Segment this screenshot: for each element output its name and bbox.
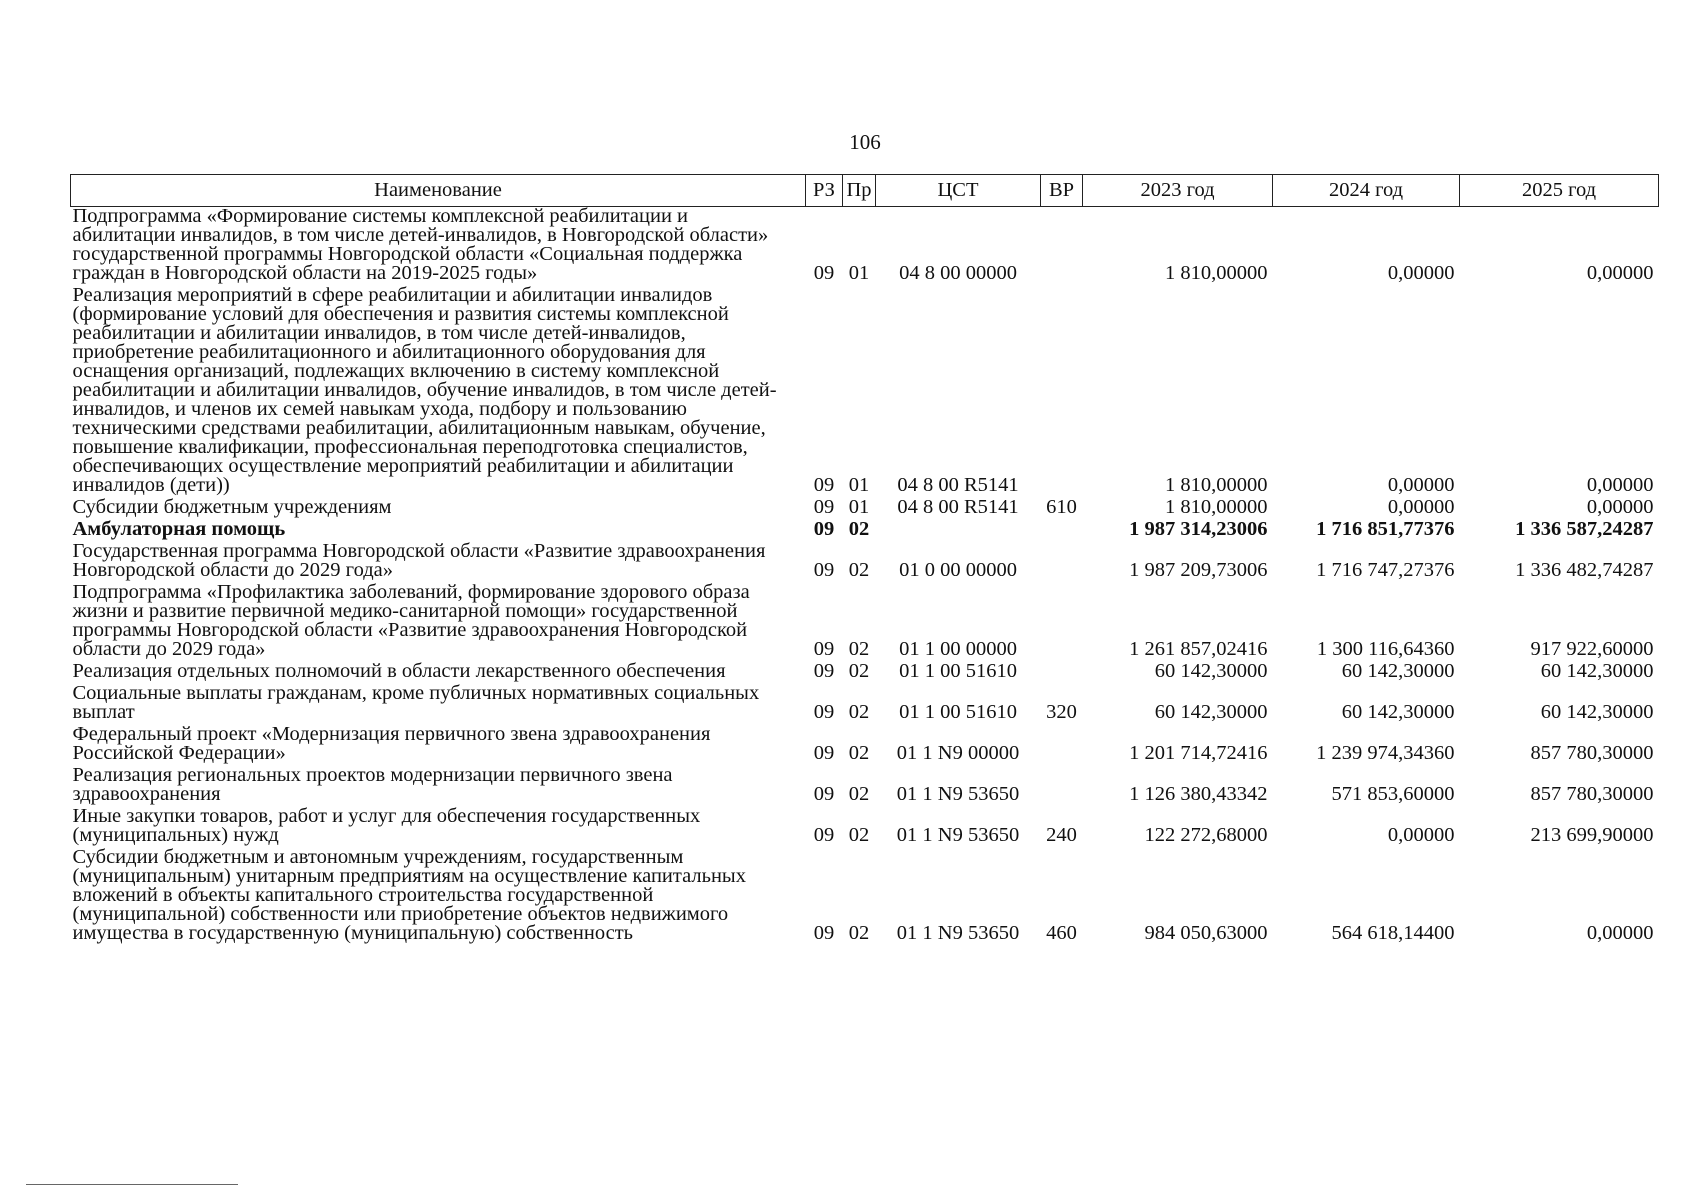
row-vr <box>1041 207 1083 287</box>
table-row <box>71 583 1659 662</box>
row-rz: 09 <box>813 559 835 581</box>
row-name: Государственная программа Новгородской области «Развитие здравоохранения Новгородской области до 2029 года» <box>72 540 766 581</box>
row-2025: 0,00000 <box>1586 474 1654 496</box>
row-cst: 01 1 00 00000 <box>899 638 1017 660</box>
row-2024: 1 239 974,34360 <box>1316 742 1455 764</box>
row-pr: 02 <box>848 742 870 764</box>
row-name: Подпрограмма «Профилактика заболеваний, формирование здорового образа жизни и развитие первичной медико-санитарной помощи» государственной программы Новгородской области «Развитие здравоохранения Новгородской области до 2029 года» <box>72 581 750 660</box>
row-rz: 09 <box>813 742 835 764</box>
row-2024: 0,00000 <box>1387 474 1455 496</box>
row-vr: 320 <box>1046 701 1077 723</box>
row-cst: 04 8 00 00000 <box>899 262 1017 284</box>
row-cst <box>876 520 1041 542</box>
page-number: 106 <box>849 130 881 154</box>
row-2025: 857 780,30000 <box>1530 742 1654 764</box>
row-name: Амбулаторная помощь <box>72 518 286 540</box>
row-name: Субсидии бюджетным учреждениям <box>72 496 392 518</box>
header-vr: ВР <box>1041 175 1083 207</box>
table-row <box>71 498 1659 520</box>
table-row <box>71 662 1659 684</box>
row-name: Иные закупки товаров, работ и услуг для обеспечения государственных (муниципальных) нужд <box>72 805 701 846</box>
row-2024: 60 142,30000 <box>1341 701 1455 723</box>
row-2023: 122 272,68000 <box>1144 824 1268 846</box>
row-2023: 1 201 714,72416 <box>1129 742 1268 764</box>
row-2023: 60 142,30000 <box>1154 701 1268 723</box>
row-rz: 09 <box>813 518 835 540</box>
row-pr: 02 <box>848 824 870 846</box>
row-cst: 01 1 00 51610 <box>899 701 1017 723</box>
row-name: Субсидии бюджетным и автономным учреждениям, государственным (муниципальным) унитарным предприятиям на осуществление капитальных вложений в объекты капитального строительства государственной (муниципальной) собственности или приобретение объектов недвижимого имущества в государственную (муниципальную) собственность <box>72 846 746 944</box>
row-cst: 04 8 00 R5141 <box>897 496 1019 518</box>
row-pr: 02 <box>848 783 870 805</box>
row-pr: 01 <box>848 262 870 284</box>
row-pr: 02 <box>848 638 870 660</box>
row-rz: 09 <box>813 262 835 284</box>
row-rz: 09 <box>813 496 835 518</box>
table-row <box>71 286 1659 498</box>
table-row <box>71 766 1659 807</box>
row-2023: 984 050,63000 <box>1144 922 1268 944</box>
row-vr <box>1041 286 1083 498</box>
budget-table <box>70 174 1659 946</box>
row-cst: 01 0 00 00000 <box>899 559 1017 581</box>
row-cst: 01 1 00 51610 <box>899 660 1017 682</box>
row-2023: 1 987 314,23006 <box>1129 518 1268 540</box>
row-pr: 02 <box>848 922 870 944</box>
row-rz: 09 <box>813 660 835 682</box>
row-2024: 564 618,14400 <box>1331 922 1455 944</box>
row-2025: 60 142,30000 <box>1540 701 1654 723</box>
row-2024: 571 853,60000 <box>1331 783 1455 805</box>
row-vr <box>1041 542 1083 583</box>
row-name: Реализация региональных проектов модернизации первичного звена здравоохранения <box>72 764 673 805</box>
row-vr <box>1041 725 1083 766</box>
table-row <box>71 520 1659 542</box>
row-2025: 0,00000 <box>1586 922 1654 944</box>
row-vr: 240 <box>1046 824 1077 846</box>
row-pr: 02 <box>848 559 870 581</box>
row-name: Подпрограмма «Формирование системы комплексной реабилитации и абилитации инвалидов, в том числе детей-инвалидов, в Новгородской области» государственной программы Новгородской области «Социальная поддержка граждан в Новгородской области на 2019-2025 годы» <box>72 205 769 284</box>
row-vr: 460 <box>1046 922 1077 944</box>
row-rz: 09 <box>813 824 835 846</box>
row-name: Социальные выплаты гражданам, кроме публичных нормативных социальных выплат <box>72 682 760 723</box>
row-cst: 01 1 N9 53650 <box>896 922 1020 944</box>
table-row <box>71 542 1659 583</box>
row-cst: 01 1 N9 53650 <box>896 783 1020 805</box>
table-header-row <box>71 175 1659 207</box>
row-2024: 0,00000 <box>1387 496 1455 518</box>
row-2023: 1 810,00000 <box>1165 474 1268 496</box>
row-2025: 0,00000 <box>1586 262 1654 284</box>
row-rz: 09 <box>813 701 835 723</box>
row-cst: 01 1 N9 53650 <box>896 824 1020 846</box>
row-rz: 09 <box>813 922 835 944</box>
row-cst: 04 8 00 R5141 <box>897 474 1019 496</box>
row-2023: 60 142,30000 <box>1154 660 1268 682</box>
table-row <box>71 725 1659 766</box>
row-2025: 857 780,30000 <box>1530 783 1654 805</box>
row-pr: 01 <box>848 496 870 518</box>
row-2023: 1 810,00000 <box>1165 262 1268 284</box>
row-vr: 610 <box>1046 496 1077 518</box>
table-row <box>71 207 1659 287</box>
row-vr <box>1041 766 1083 807</box>
row-2023: 1 987 209,73006 <box>1129 559 1268 581</box>
header-2025: 2025 год <box>1460 175 1659 207</box>
row-vr <box>1041 583 1083 662</box>
row-vr <box>1041 520 1083 542</box>
row-pr: 02 <box>848 701 870 723</box>
row-pr: 02 <box>848 660 870 682</box>
row-2023: 1 126 380,43342 <box>1129 783 1268 805</box>
row-2025: 213 699,90000 <box>1530 824 1654 846</box>
row-pr: 02 <box>848 518 870 540</box>
row-rz: 09 <box>813 474 835 496</box>
row-2024: 1 716 851,77376 <box>1316 518 1455 540</box>
row-2025: 0,00000 <box>1586 496 1654 518</box>
row-name: Реализация мероприятий в сфере реабилитации и абилитации инвалидов (формирование условий для обеспечения и развития системы комплексной реабилитации и абилитации инвалидов, в том числе детей-инвалидов, приобретение реабилитационного и абилитационного оборудования для оснащения организаций, подлежащих включению в систему комплексной реабилитации и абилитации инвалидов, обучение инвалидов, в том числе детей-инвалидов, и членов их семей навыкам ухода, подбору и пользованию техническими средствами реабилитации, абилитационным навыкам, обучение, повышение квалификации, профессиональная переподготовка специалистов, обеспечивающих осуществление мероприятий реабилитации и абилитации инвалидов (дети)) <box>72 284 777 496</box>
row-2024: 0,00000 <box>1387 262 1455 284</box>
row-rz: 09 <box>813 638 835 660</box>
header-2023: 2023 год <box>1083 175 1273 207</box>
row-name: Реализация отдельных полномочий в области лекарственного обеспечения <box>72 660 726 682</box>
header-name: Наименование <box>71 175 806 207</box>
row-rz: 09 <box>813 783 835 805</box>
row-2023: 1 810,00000 <box>1165 496 1268 518</box>
row-vr <box>1041 662 1083 684</box>
header-cst: ЦСТ <box>876 175 1041 207</box>
row-2024: 60 142,30000 <box>1341 660 1455 682</box>
row-2025: 60 142,30000 <box>1540 660 1654 682</box>
header-2024: 2024 год <box>1273 175 1460 207</box>
row-2024: 1 300 116,64360 <box>1316 638 1455 660</box>
row-2025: 1 336 587,24287 <box>1515 518 1654 540</box>
row-2023: 1 261 857,02416 <box>1129 638 1268 660</box>
row-pr: 01 <box>848 474 870 496</box>
footer-rule <box>26 1184 238 1185</box>
row-2024: 1 716 747,27376 <box>1316 559 1455 581</box>
header-rz: РЗ <box>806 175 843 207</box>
row-2025: 1 336 482,74287 <box>1515 559 1654 581</box>
table-row <box>71 848 1659 946</box>
header-pr: Пр <box>843 175 876 207</box>
row-2024: 0,00000 <box>1387 824 1455 846</box>
row-name: Федеральный проект «Модернизация первичного звена здравоохранения Российской Федерации» <box>72 723 711 764</box>
table-row <box>71 807 1659 848</box>
table-row <box>71 684 1659 725</box>
row-cst: 01 1 N9 00000 <box>896 742 1020 764</box>
row-2025: 917 922,60000 <box>1530 638 1654 660</box>
